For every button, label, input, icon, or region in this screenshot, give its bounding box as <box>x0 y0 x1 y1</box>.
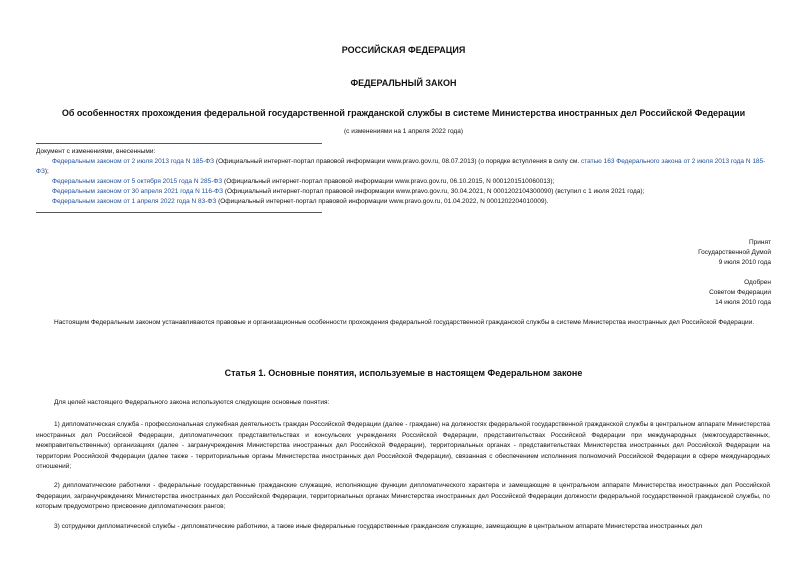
point-text: 3) сотрудники дипломатической службы - дипломатические работники, а также иные федеральные государственные гражданские служащие, замещающие в центральном аппарате Министерства иностранных дел <box>54 523 703 530</box>
article-1-point-2 <box>36 481 770 513</box>
point-text: 2) дипломатические работники - федеральные государственные гражданские служащие, исполняющие функции дипломатического характера и замещающие в центральном аппарате Министерства иностранных дел Российской Федерации, загранучреждениях Министерства иностранных дел Российской Федерации, территориальных органах Министерства иностранных дел Российской Федерации должности федеральной государственной гражданской службы, по которым предусмотрено присвоение дипломатических рангов; <box>36 482 770 510</box>
preamble-text: Настоящим Федеральным законом устанавливаются правовые и организационные особенности прохождения федеральной государственной гражданской службы в системе Министерства иностранных дел Российской Федерации. <box>54 319 755 326</box>
change-link-article[interactable]: статью 163 Федерального закона от 2 июля 2013 года N 185-ФЗ <box>36 158 766 175</box>
edition-note: (с изменениями на 1 апреля 2022 года) <box>343 128 463 135</box>
approved-label: Одобрен <box>744 279 771 286</box>
adoption-council <box>709 278 771 308</box>
article-1-title: Статья 1. Основные понятия, используемые в настоящем Федеральном законе <box>224 368 583 378</box>
changes-intro: Документ с изменениями, внесенными: <box>36 148 156 155</box>
change-item <box>36 157 770 177</box>
adopted-by: Государственной Думой <box>698 249 771 256</box>
doc-type-heading: ФЕДЕРАЛЬНЫЙ ЗАКОН <box>350 78 457 88</box>
change-item <box>36 197 770 207</box>
adopted-date: 9 июля 2010 года <box>718 259 771 266</box>
law-title: Об особенностях прохождения федеральной государственной гражданской службы в системе Министерства иностранных дел Российской Федерации <box>61 108 746 118</box>
article-1-point-3 <box>36 522 770 533</box>
change-tail: ); <box>44 168 49 175</box>
approved-date: 14 июля 2010 года <box>715 299 771 306</box>
adopted-label: Принят <box>748 239 771 246</box>
change-link[interactable]: Федеральным законом от 2 июля 2013 года N 185-ФЗ <box>52 158 215 165</box>
preamble <box>36 318 770 329</box>
change-text: (Официальный интернет-портал правовой информации www.pravo.gov.ru, 30.04.2021, N 0001202104300090) (вступил с 1 июля 2021 года); <box>223 188 645 195</box>
change-item <box>36 177 770 187</box>
changes-block <box>36 147 770 207</box>
article-1-intro <box>36 398 770 409</box>
change-text: (Официальный интернет-портал правовой информации www.pravo.gov.ru, 08.07.2013) (о порядке вступления в силу см. <box>214 158 581 165</box>
change-link[interactable]: Федеральным законом от 5 октября 2015 года N 285-ФЗ <box>52 178 223 185</box>
divider-top <box>36 143 322 144</box>
change-item <box>36 187 770 197</box>
approved-by: Советом Федерации <box>709 289 771 296</box>
change-text: (Официальный интернет-портал правовой информации www.pravo.gov.ru, 06.10.2015, N 0001201510060013); <box>222 178 555 185</box>
point-text: 1) дипломатическая служба - профессиональная служебная деятельность граждан Российской Федерации (далее - граждане) на должностях федеральной государственной гражданской службы в центральном аппарате Министерства иностранных дел Российской Федерации, дипломатических представительствах и консульских учреждениях Российской Федерации, представительствах Российской Федерации при международных (межгосударственных, межправительственных) организациях (далее - загранучреждения Министерства иностранных дел Российской Федерации), территориальных органах - представительствах Министерства иностранных дел Российской Федерации на территории Российской Федерации (далее также - территориальные органы Министерства иностранных дел Российской Федерации), связанная с обеспечением исполнения полномочий Российской Федерации в сфере международных отношений; <box>36 421 770 470</box>
country-heading: РОССИЙСКАЯ ФЕДЕРАЦИЯ <box>341 45 466 55</box>
change-link[interactable]: Федеральным законом от 30 апреля 2021 года N 116-ФЗ <box>52 188 224 195</box>
change-text: (Официальный интернет-портал правовой информации www.pravo.gov.ru, 01.04.2022, N 0001202204010009). <box>216 198 549 205</box>
divider-bottom <box>36 212 322 213</box>
change-link[interactable]: Федеральным законом от 1 апреля 2022 года N 83-ФЗ <box>52 198 217 205</box>
adoption-duma <box>698 238 771 268</box>
article-1-point-1 <box>36 420 770 473</box>
article-intro-text: Для целей настоящего Федерального закона используются следующие основные понятия: <box>54 399 330 406</box>
